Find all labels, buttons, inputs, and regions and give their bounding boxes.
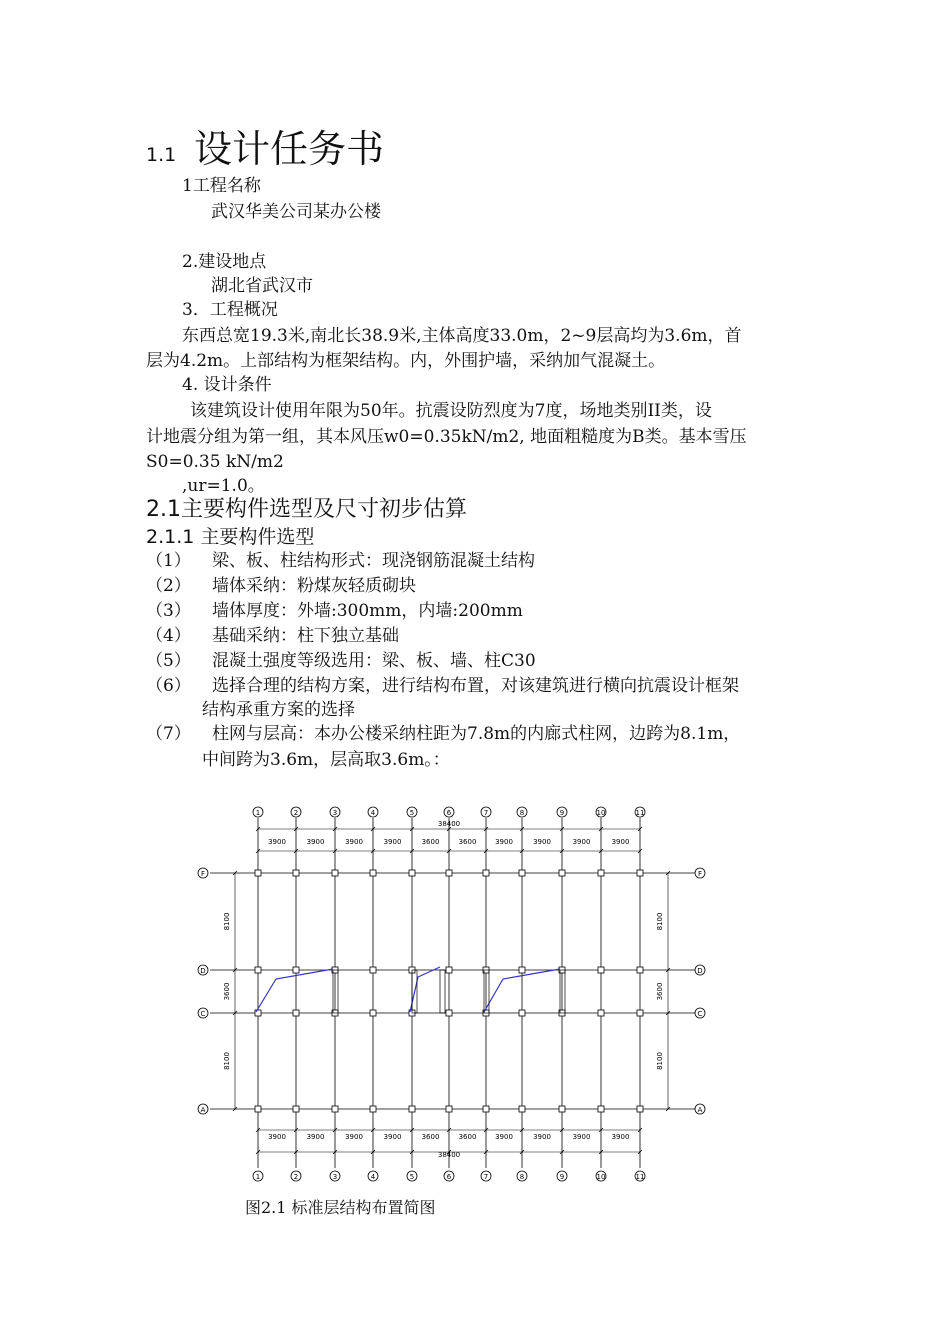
bay-dimension-label: 3900 bbox=[268, 1133, 286, 1141]
column-marker bbox=[255, 1106, 261, 1112]
item-text: 梁、板、柱结构形式：现浇钢筋混凝土结构 bbox=[212, 551, 535, 571]
item-text-continued: 结构承重方案的选择 bbox=[202, 700, 355, 720]
axis-label-bottom: 9 bbox=[559, 1173, 565, 1181]
bay-dimension-label: 3900 bbox=[383, 1133, 402, 1141]
column-marker bbox=[519, 1010, 525, 1016]
conditions-line-2: 计地震分组为第一组，其本风压w0=0.35kN/m2, 地面粗糙度为B类。基本雪压 bbox=[146, 427, 747, 447]
column-marker bbox=[446, 1010, 452, 1016]
overview-label: 3．工程概况 bbox=[182, 300, 278, 320]
span-dimension-label: 3600 bbox=[656, 982, 664, 1001]
structural-layout-figure bbox=[0, 795, 950, 1195]
column-marker bbox=[446, 967, 452, 973]
row-label-right: D bbox=[697, 967, 703, 975]
row-label-right: C bbox=[697, 1010, 703, 1018]
item-text: 选择合理的结构方案，进行结构布置，对该建筑进行横向抗震设计框架 bbox=[212, 676, 739, 696]
beam-sketch-line bbox=[256, 969, 333, 1012]
bay-dimension-label: 3900 bbox=[533, 1133, 551, 1141]
axis-label-bottom: 2 bbox=[293, 1173, 299, 1181]
conditions-line-4: ,ur=1.0。 bbox=[182, 476, 265, 496]
axis-label-bottom: 10 bbox=[596, 1173, 606, 1181]
conditions-line-1: 该建筑设计使用年限为50年。抗震设防烈度为7度，场地类别II类，设 bbox=[190, 401, 712, 421]
span-dimension-label: 8100 bbox=[656, 1052, 664, 1070]
axis-label-bottom: 8 bbox=[519, 1173, 525, 1181]
item-number: （3） bbox=[146, 601, 191, 621]
bay-dimension-label: 3600 bbox=[458, 1133, 477, 1141]
axis-label-bottom: 11 bbox=[635, 1173, 645, 1181]
item-number: （6） bbox=[146, 676, 191, 696]
item-text: 混凝土强度等级选用：梁、板、墙、柱C30 bbox=[212, 651, 536, 671]
bay-dimension-label: 3900 bbox=[572, 838, 591, 846]
bay-dimension-label: 3600 bbox=[421, 838, 440, 846]
item-number: （4） bbox=[146, 626, 191, 646]
bay-dimension-label: 3900 bbox=[533, 838, 551, 846]
span-dimension-label: 8100 bbox=[223, 1052, 231, 1070]
axis-label-top: 7 bbox=[483, 809, 489, 817]
column-marker bbox=[370, 1010, 376, 1016]
axis-label-bottom: 6 bbox=[446, 1173, 452, 1181]
row-label-left: C bbox=[200, 1010, 206, 1018]
column-marker bbox=[293, 967, 299, 973]
site-value: 湖北省武汉市 bbox=[211, 276, 313, 296]
figure-caption: 图2.1 标准层结构布置简图 bbox=[245, 1198, 436, 1217]
item-text: 基础采纳：柱下独立基础 bbox=[212, 626, 399, 646]
axis-label-bottom: 1 bbox=[255, 1173, 261, 1181]
section-number: 1.1 bbox=[146, 144, 177, 166]
column-marker bbox=[255, 870, 261, 876]
column-marker bbox=[293, 870, 299, 876]
site-label: 2.建设地点 bbox=[182, 252, 267, 272]
bay-dimension-label: 3900 bbox=[306, 1133, 325, 1141]
item-number: （1） bbox=[146, 551, 191, 571]
beam-section-marker bbox=[333, 970, 338, 1013]
axis-label-top: 1 bbox=[255, 809, 261, 817]
project-name: 武汉华美公司某办公楼 bbox=[211, 202, 381, 222]
column-marker bbox=[370, 1106, 376, 1112]
item-number: （5） bbox=[146, 651, 191, 671]
column-marker bbox=[483, 870, 489, 876]
axis-label-bottom: 7 bbox=[483, 1173, 489, 1181]
bay-dimension-label: 3900 bbox=[306, 838, 325, 846]
axis-label-top: 2 bbox=[293, 809, 299, 817]
column-marker bbox=[637, 1106, 643, 1112]
axis-label-top: 10 bbox=[596, 809, 606, 817]
item-number: （7） bbox=[146, 724, 191, 744]
span-dimension-label: 8100 bbox=[656, 912, 664, 931]
conditions-label: 4. 设计条件 bbox=[182, 375, 272, 395]
axis-label-top: 6 bbox=[446, 809, 452, 817]
column-marker bbox=[332, 1106, 338, 1112]
total-dimension-label: 38400 bbox=[437, 820, 461, 828]
bay-dimension-label: 3900 bbox=[345, 838, 363, 846]
row-label-left: A bbox=[200, 1106, 206, 1114]
axis-label-top: 3 bbox=[332, 809, 338, 817]
column-marker bbox=[637, 1010, 643, 1016]
overview-line-1: 东西总宽19.3米,南北长38.9米,主体高度33.0m，2~9层高均为3.6m，首 bbox=[182, 326, 742, 346]
column-marker bbox=[598, 870, 604, 876]
column-marker bbox=[255, 1010, 261, 1016]
column-marker bbox=[598, 967, 604, 973]
axis-label-bottom: 3 bbox=[332, 1173, 338, 1181]
section-2-subtitle: 2.1.1 主要构件选型 bbox=[146, 526, 315, 548]
beam-section-marker bbox=[560, 970, 565, 1013]
bay-dimension-label: 3600 bbox=[421, 1133, 440, 1141]
bay-dimension-label: 3900 bbox=[268, 838, 286, 846]
conditions-line-3: S0=0.35 kN/m2 bbox=[146, 452, 284, 472]
axis-label-top: 5 bbox=[409, 809, 415, 817]
bay-dimension-label: 3900 bbox=[611, 838, 630, 846]
column-marker bbox=[332, 870, 338, 876]
column-marker bbox=[637, 870, 643, 876]
span-dimension-label: 8100 bbox=[223, 912, 231, 931]
column-marker bbox=[370, 967, 376, 973]
column-marker bbox=[409, 870, 415, 876]
beam-sketch-line bbox=[410, 967, 440, 1012]
axis-label-top: 8 bbox=[519, 809, 525, 817]
column-marker bbox=[519, 1106, 525, 1112]
bay-dimension-label: 3900 bbox=[383, 838, 402, 846]
beam-section-marker bbox=[440, 970, 445, 1013]
section-2-title: 2.1主要构件选型及尺寸初步估算 bbox=[146, 497, 467, 522]
axis-label-bottom: 4 bbox=[370, 1173, 376, 1181]
axis-label-top: 11 bbox=[635, 809, 645, 817]
axis-label-top: 4 bbox=[370, 809, 376, 817]
column-marker bbox=[519, 967, 525, 973]
item-text: 墙体采纳：粉煤灰轻质砌块 bbox=[212, 576, 416, 596]
column-marker bbox=[637, 967, 643, 973]
column-marker bbox=[519, 870, 525, 876]
row-label-left: D bbox=[200, 967, 206, 975]
column-marker bbox=[559, 1106, 565, 1112]
bay-dimension-label: 3900 bbox=[495, 838, 513, 846]
column-marker bbox=[255, 967, 261, 973]
column-marker bbox=[446, 870, 452, 876]
column-marker bbox=[483, 1106, 489, 1112]
overview-line-2: 层为4.2m。上部结构为框架结构。内，外围护墙，采纳加气混凝土。 bbox=[146, 351, 666, 371]
row-label-left: F bbox=[200, 870, 206, 878]
row-label-right: F bbox=[697, 870, 703, 878]
axis-label-bottom: 5 bbox=[409, 1173, 415, 1181]
column-marker bbox=[409, 1106, 415, 1112]
column-marker bbox=[598, 1106, 604, 1112]
item-text: 柱网与层高：本办公楼采纳柱距为7.8m的内廊式柱网，边跨为8.1m， bbox=[212, 724, 741, 744]
bay-dimension-label: 3900 bbox=[345, 1133, 363, 1141]
span-dimension-label: 3600 bbox=[223, 982, 231, 1001]
bay-dimension-label: 3900 bbox=[572, 1133, 591, 1141]
project-name-label: 1工程名称 bbox=[182, 176, 261, 196]
column-marker bbox=[446, 1106, 452, 1112]
item-text-continued: 中间跨为3.6m，层高取3.6m。： bbox=[202, 750, 450, 770]
column-marker bbox=[293, 1106, 299, 1112]
bay-dimension-label: 3900 bbox=[495, 1133, 513, 1141]
column-marker bbox=[598, 1010, 604, 1016]
axis-label-top: 9 bbox=[559, 809, 565, 817]
section-title: 设计任务书 bbox=[194, 127, 385, 171]
item-text: 墙体厚度：外墙:300mm，内墙:200mm bbox=[212, 601, 523, 621]
column-marker bbox=[293, 1010, 299, 1016]
item-number: （2） bbox=[146, 576, 191, 596]
total-dimension-label: 38400 bbox=[437, 1151, 461, 1159]
row-label-right: A bbox=[697, 1106, 703, 1114]
bay-dimension-label: 3900 bbox=[611, 1133, 630, 1141]
column-marker bbox=[559, 870, 565, 876]
column-marker bbox=[370, 870, 376, 876]
bay-dimension-label: 3600 bbox=[458, 838, 477, 846]
